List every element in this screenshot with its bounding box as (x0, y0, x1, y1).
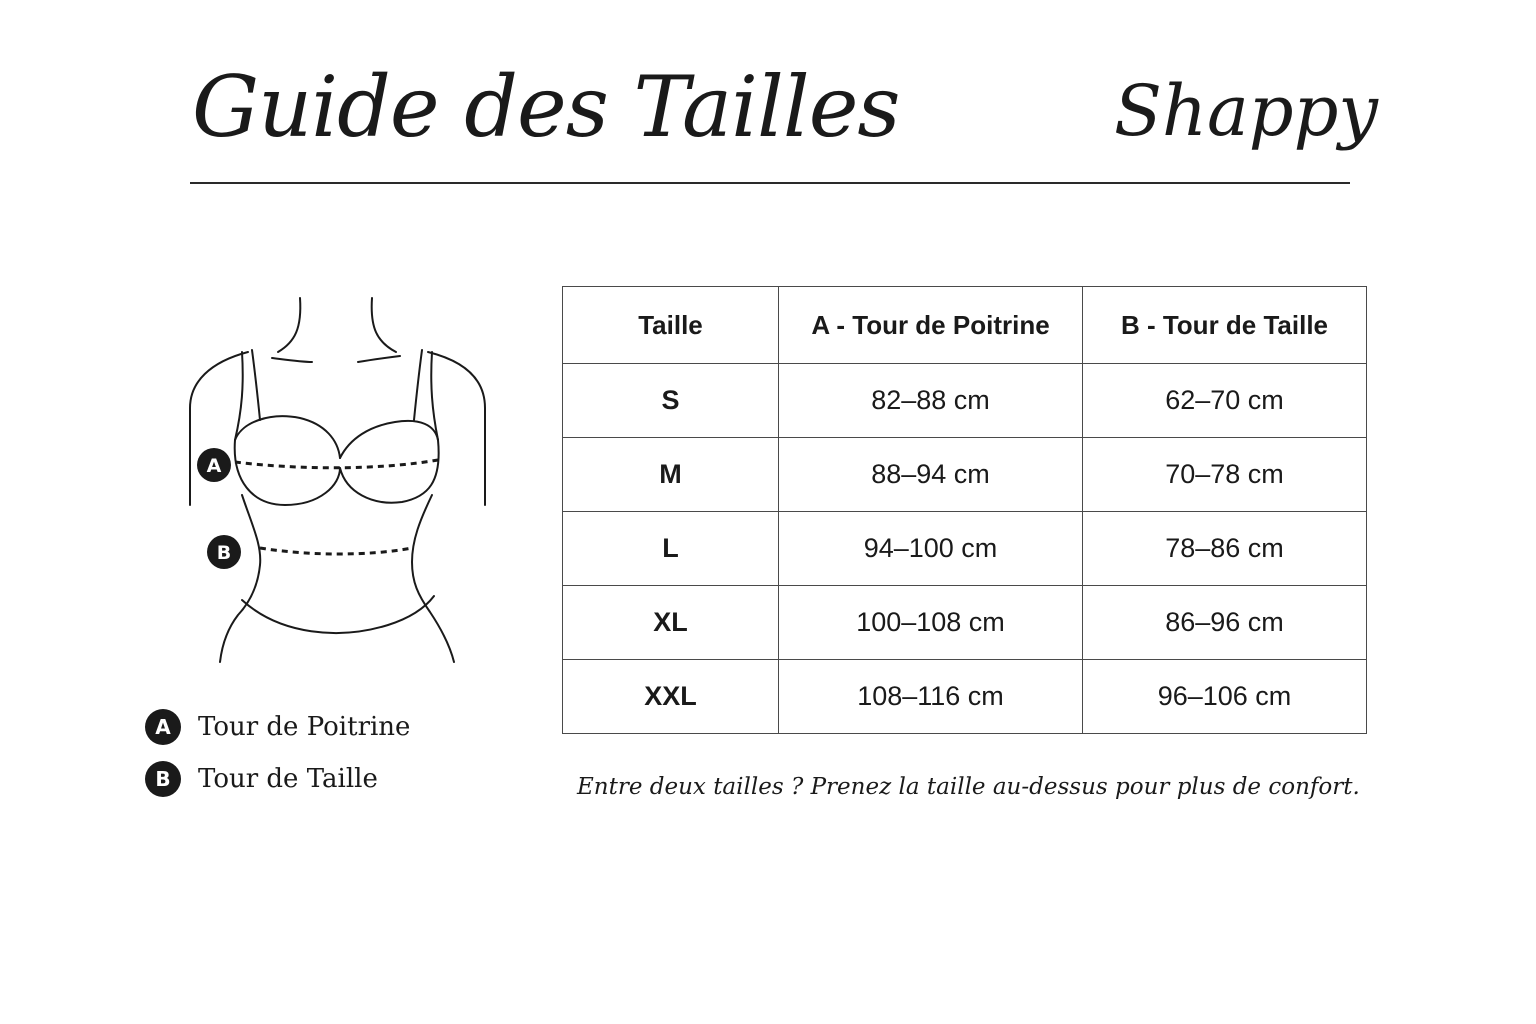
header-bust: A - Tour de Poitrine (779, 287, 1083, 364)
collarbone-left-line (272, 358, 312, 362)
size-cell: XXL (563, 660, 779, 734)
collarbone-right-line (358, 356, 400, 362)
bra-strap-right (431, 352, 438, 440)
table-row (563, 660, 1367, 734)
bust-cell: 82–88 cm (779, 364, 1083, 438)
marker-a-label: A (206, 455, 222, 477)
bust-cell: 88–94 cm (779, 438, 1083, 512)
bust-cell: 108–116 cm (779, 660, 1083, 734)
sizing-tip-note: Entre deux tailles ? Prenez la taille au-dessus pour plus de confort. (577, 774, 1360, 800)
brand-logo: Shappy (1114, 70, 1378, 152)
breast-left-lower (235, 440, 340, 505)
neck-left-line (278, 298, 300, 352)
bust-measure-line (235, 460, 438, 468)
bra-strap-right-inner (414, 350, 422, 420)
waist-cell: 70–78 cm (1083, 438, 1367, 512)
bra-cup-right (340, 421, 438, 458)
size-cell: M (563, 438, 779, 512)
shoulder-left-line (190, 352, 248, 505)
header-divider (190, 182, 1350, 184)
table-row (563, 364, 1367, 438)
bra-strap-left (235, 352, 243, 440)
torso-right-side (412, 495, 454, 662)
torso-left-side (220, 495, 260, 662)
bust-cell: 100–108 cm (779, 586, 1083, 660)
body-measurement-illustration (180, 290, 500, 680)
size-cell: S (563, 364, 779, 438)
legend-item-waist (145, 760, 410, 798)
table-row (563, 512, 1367, 586)
bra-cup-left (235, 416, 340, 458)
legend-label-bust: Tour de Poitrine (198, 712, 411, 742)
header-size: Taille (563, 287, 779, 364)
neck-right-line (372, 298, 396, 352)
legend-badge-a: A (145, 709, 181, 745)
size-chart-table (562, 286, 1367, 734)
legend-label-waist: Tour de Taille (198, 764, 378, 794)
waist-measure-line (260, 548, 412, 554)
legend-item-bust (145, 708, 410, 746)
waist-cell: 86–96 cm (1083, 586, 1367, 660)
marker-b-label: B (216, 542, 232, 564)
waist-cell: 62–70 cm (1083, 364, 1367, 438)
breast-right-lower (340, 440, 439, 503)
table-header-row (563, 287, 1367, 364)
bust-cell: 94–100 cm (779, 512, 1083, 586)
waist-cell: 78–86 cm (1083, 512, 1367, 586)
table-row (563, 586, 1367, 660)
bra-strap-left-inner (252, 350, 260, 420)
measurement-legend (145, 708, 410, 812)
legend-badge-b: B (145, 761, 181, 797)
header-waist: B - Tour de Taille (1083, 287, 1367, 364)
waist-cell: 96–106 cm (1083, 660, 1367, 734)
page-title: Guide des Tailles (192, 58, 900, 156)
size-cell: L (563, 512, 779, 586)
size-cell: XL (563, 586, 779, 660)
table-row (563, 438, 1367, 512)
waist-curve (242, 596, 434, 633)
